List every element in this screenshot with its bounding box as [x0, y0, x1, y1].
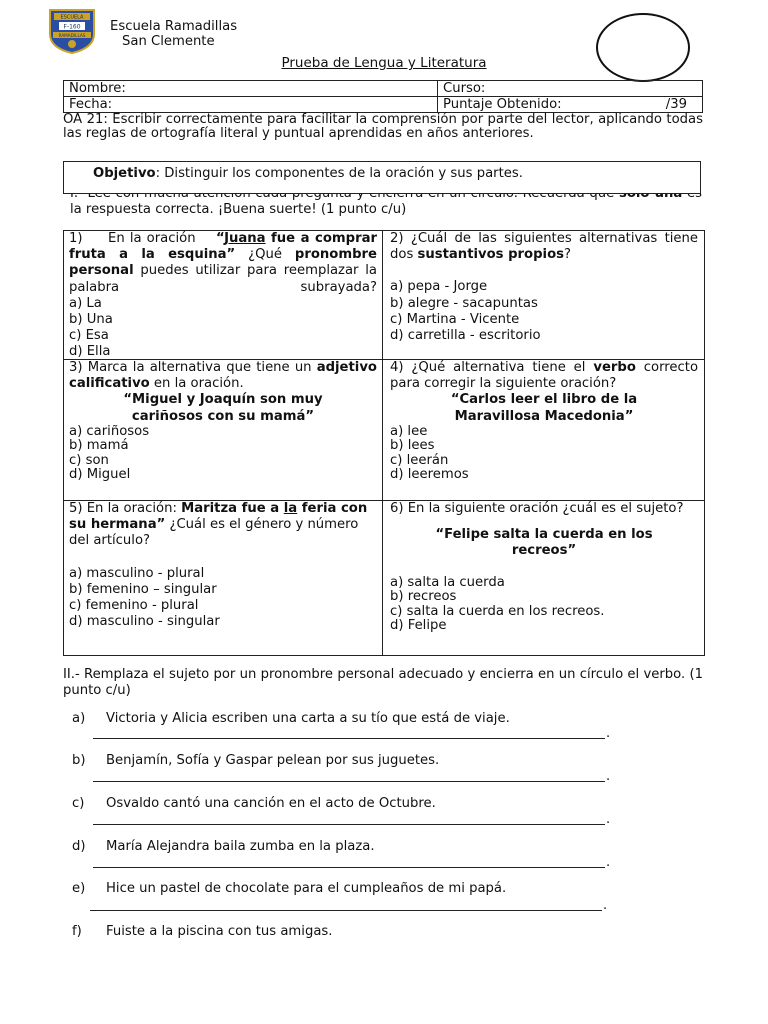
exercise-e-label: e) [72, 881, 86, 896]
q1-underlined-word: Juana [224, 231, 266, 246]
logo-text-bottom: RAMADILLAS [58, 33, 86, 38]
school-name-line1: Escuela Ramadillas [110, 19, 238, 34]
student-info-table [63, 80, 703, 113]
q1-text-d: puedes utilizar para reemplazar la palabra subrayada? [69, 263, 377, 295]
question-4 [390, 360, 698, 483]
period-c: . [606, 812, 611, 827]
q6-option-c[interactable]: c) salta la cuerda en los recreos. [390, 603, 605, 619]
answer-line-e[interactable] [90, 910, 602, 911]
question-3 [69, 360, 377, 483]
exercise-c-label: c) [72, 796, 85, 811]
q6-option-a[interactable]: a) salta la cuerda [390, 574, 505, 590]
question-5 [69, 501, 377, 630]
exercise-e-text: Hice un pastel de chocolate para el cumpleaños de mi papá. [106, 881, 507, 896]
q3-option-c[interactable]: c) son [69, 452, 109, 468]
q1-option-d[interactable]: d) Ella [69, 344, 111, 360]
q5-text-c: ¿Cuál es el género y número del artículo? [69, 517, 359, 549]
q4-text-a: 4) ¿Qué alternativa tiene el [390, 360, 594, 375]
q1-number: 1) [69, 231, 83, 246]
q6-option-d[interactable]: d) Felipe [390, 618, 447, 634]
exercise-d-label: d) [72, 839, 86, 854]
school-name-line2: San Clemente [122, 34, 215, 49]
exercise-c-text: Osvaldo cantó una canción en el acto de Octubre. [106, 796, 436, 811]
exercise-a-text: Victoria y Alicia escriben una carta a su tío que está de viaje. [106, 711, 510, 726]
q3-sentence: “Miguel y Joaquín son muy cariñosos con su mamá” [123, 392, 323, 424]
q2-option-b[interactable]: b) alegre - sacapuntas [390, 295, 538, 311]
q1-quote: “ [216, 231, 225, 246]
q1-sentence: fue a comprar fruta a la esquina” [69, 231, 377, 263]
answer-line-d[interactable] [93, 867, 605, 868]
section2-instructions: II.- Remplaza el sujeto por un pronombre personal adecuado y encierra en un círculo el verbo. (1 punto c/u) [63, 667, 703, 698]
q1-option-c[interactable]: c) Esa [69, 328, 109, 344]
q3-text-b: en la oración. [149, 376, 244, 392]
q2-text-a: 2) ¿Cuál de las siguientes alternativas tiene dos [390, 231, 698, 263]
exercise-b-text: Benjamín, Sofía y Gaspar pelean por sus juguetes. [106, 753, 440, 768]
learning-objective: OA 21: Escribir correctamente para facilitar la comprensión por parte del lector, aplicando todas las reglas de ortografía literal y puntual aprendidas en años anteriores. [63, 112, 703, 141]
q3-bold: adjetivo calificativo [69, 360, 377, 392]
q3-text-a: 3) Marca la alternativa que tiene un [69, 360, 317, 375]
q4-option-b[interactable]: b) lees [390, 438, 435, 454]
question-1 [69, 231, 377, 361]
exercise-f-label: f) [72, 924, 82, 939]
course-field[interactable]: Curso: [438, 81, 703, 97]
question-2 [390, 231, 698, 344]
name-field[interactable]: Nombre: [64, 81, 438, 97]
exercise-f-text: Fuiste a la piscina con tus amigas. [106, 924, 333, 939]
score-field[interactable] [438, 97, 703, 113]
q6-text: 6) En la siguiente oración ¿cuál es el sujeto? [390, 501, 684, 516]
exercise-a-label: a) [72, 711, 86, 726]
q2-option-a[interactable]: a) pepa - Jorge [390, 279, 488, 295]
q1-text-c: ¿Qué [235, 247, 295, 263]
period-e: . [603, 898, 608, 913]
q2-option-d[interactable]: d) carretilla - escritorio [390, 328, 541, 344]
q4-text-b: correcto para corregir la siguiente oración? [390, 360, 699, 392]
q4-sentence: “Carlos leer el libro de la Maravillosa Macedonia” [450, 392, 638, 424]
logo-text-top: ESCUELA [60, 14, 84, 21]
q5-option-b[interactable]: b) femenino – singular [69, 581, 217, 597]
q5-text-a: 5) En la oración: [69, 501, 182, 516]
q5-option-a[interactable]: a) masculino - plural [69, 565, 205, 581]
answer-line-b[interactable] [93, 781, 605, 782]
q1-bold: pronombre personal [69, 247, 377, 279]
logo-text-mid: F-160 [63, 23, 81, 31]
q5-sentence-a: Maritza fue a [181, 501, 284, 516]
score-circle [596, 13, 690, 82]
score-total: /39 [665, 97, 687, 112]
q5-option-d[interactable]: d) masculino - singular [69, 614, 220, 630]
q5-sentence-b: feria con su hermana” [69, 501, 368, 533]
answer-line-a[interactable] [93, 738, 605, 739]
objective-box [63, 161, 701, 194]
q1-option-b[interactable]: b) Una [69, 312, 113, 328]
q2-option-c[interactable]: c) Martina - Vicente [390, 311, 520, 327]
section1-text-b: la respuesta correcta. ¡Buena suerte! (1 punto c/u) [70, 202, 407, 217]
school-logo [47, 8, 97, 54]
date-field[interactable]: Fecha: [64, 97, 438, 113]
q3-option-d[interactable]: d) Miguel [69, 467, 131, 483]
questions-grid [63, 230, 705, 656]
q6-option-b[interactable]: b) recreos [390, 589, 457, 605]
q3-option-b[interactable]: b) mamá [69, 438, 129, 454]
q4-option-a[interactable]: a) lee [390, 423, 428, 439]
answer-line-c[interactable] [93, 824, 605, 825]
period-a: . [606, 726, 611, 741]
school-name [110, 19, 237, 49]
q1-text-a: En la oración [108, 231, 196, 246]
q4-bold: verbo [593, 360, 636, 375]
q3-option-a[interactable]: a) cariñosos [69, 423, 150, 439]
period-d: . [606, 855, 611, 870]
q1-option-a[interactable]: a) La [69, 295, 102, 311]
q4-option-d[interactable]: d) leeremos [390, 467, 469, 483]
q2-text-b: ? [564, 247, 571, 263]
score-label: Puntaje Obtenido: [443, 97, 562, 112]
exercise-d-text: María Alejandra baila zumba en la plaza. [106, 839, 375, 854]
q4-option-c[interactable]: c) leerán [390, 452, 449, 468]
question-6 [390, 501, 698, 634]
exercise-b-label: b) [72, 753, 86, 768]
objective-text: : Distinguir los componentes de la oración y sus partes. [155, 166, 523, 181]
page-title: Prueba de Lengua y Literatura [281, 55, 487, 71]
q6-sentence: “Felipe salta la cuerda en los recreos” [435, 527, 653, 559]
objective-label: Objetivo [93, 166, 156, 181]
q5-underlined-word: la [283, 501, 298, 516]
q5-option-c[interactable]: c) femenino - plural [69, 598, 199, 614]
period-b: . [606, 769, 611, 784]
q2-bold: sustantivos propios [417, 247, 564, 263]
